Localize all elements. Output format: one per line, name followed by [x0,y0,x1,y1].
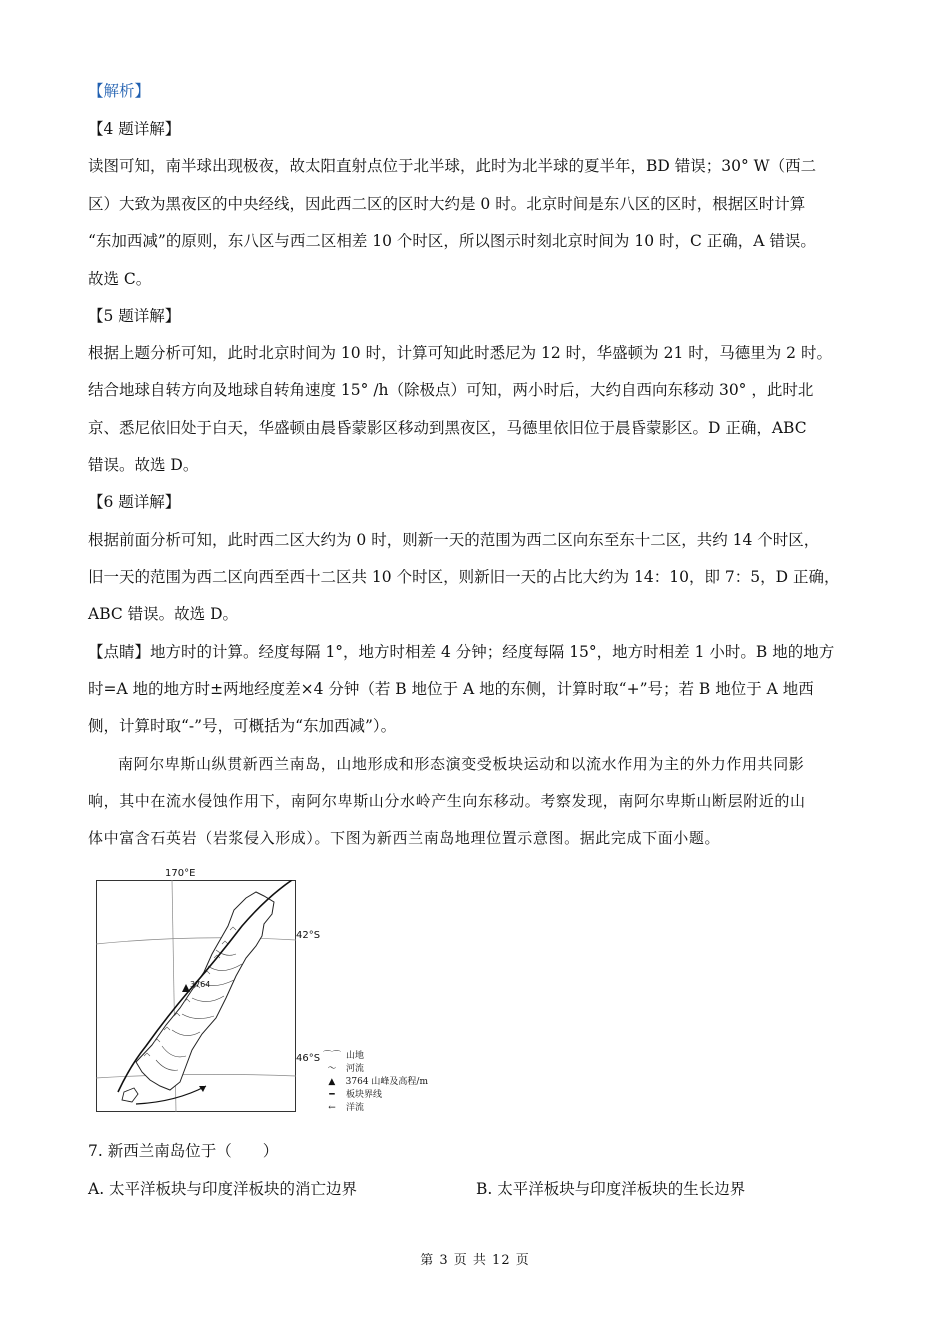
q5-line-4: 错误。故选 D。 [88,456,199,474]
longitude-label: 170°E [165,868,196,879]
question-7-option-a: A. 太平洋板块与印度洋板块的消亡边界 [88,1180,358,1198]
q6-line-1: 根据前面分析可知，此时西二区大约为 0 时，则新一天的范围为西二区向东至东十二区，共约 14 个时区， [88,531,820,549]
plate-line-icon: ━ [329,1090,335,1100]
q4-line-3: “东加西减”的原则，东八区与西二区相差 10 个时区，所以图示时刻北京时间为 10 时，C 正确，A 错误。 [88,232,816,250]
peak-legend-icon: ▲ [328,1077,336,1087]
q6-line-2: 旧一天的范围为西二区向西至西十二区共 10 个时区，则新旧一天的占比大约为 14：10，即 7：5，D 正确， [88,568,840,586]
latitude-46s-label: 46°S [296,1053,321,1064]
south-island-map [96,880,296,1112]
q6-heading: 【6 题详解】 [88,493,181,511]
tip-text-1: 地方时的计算。经度每隔 1°，地方时相差 4 分钟；经度每隔 15°，地方时相差 1 小时。B 地的地方 [150,643,835,661]
question-7-stem: 7. 新西兰南岛位于（ ） [88,1142,279,1160]
peak-elevation-label: 3764 [190,980,211,989]
legend-plate: ━ 板块界线 [318,1089,428,1102]
river-icon: ～ [327,1064,337,1074]
tip-line-2: 时=A 地的地方时±两地经度差×4 分钟（若 B 地位于 A 地的东侧，计算时取“+”号；若 B 地位于 A 地西 [88,680,814,698]
question-7-option-b: B. 太平洋板块与印度洋板块的生长边界 [476,1180,746,1198]
q5-line-3: 京、悉尼依旧处于白天，华盛顿由晨昏蒙影区移动到黑夜区，马德里依旧位于晨昏蒙影区。D 正确，ABC [88,419,807,437]
passage-line-2: 响，其中在流水侵蚀作用下，南阿尔卑斯山分水岭产生向东移动。考察发现，南阿尔卑斯山断层附近的山 [88,792,806,810]
mountain-icon: ⌒⌒ [322,1051,341,1061]
analysis-label: 【解析】 [88,82,151,100]
q4-line-4: 故选 C。 [88,270,152,288]
q5-heading: 【5 题详解】 [88,307,181,325]
passage-line-1: 南阿尔卑斯山纵贯新西兰南岛，山地形成和形态演变受板块运动和以流水作用为主的外力作用共同影 [118,755,805,773]
passage-line-3: 体中富含石英岩（岩浆侵入形成）。下图为新西兰南岛地理位置示意图。据此完成下面小题。 [88,829,721,847]
legend-current: ← 洋流 [318,1102,428,1115]
q4-line-2: 区）大致为黑夜区的中央经线，因此西二区的区时大约是 0 时。北京时间是东八区的区时，根据区时计算 [88,195,806,213]
legend-river: ～ 河流 [318,1063,428,1076]
latitude-42s-label: 42°S [296,930,321,941]
q4-heading: 【4 题详解】 [88,120,181,138]
map-legend [318,1050,428,1120]
q5-line-2: 结合地球自转方向及地球自转角速度 15° /h（除极点）可知，两小时后，大约自西向东移动 30° ，此时北 [88,381,814,399]
tip-label: 【点睛】 [88,643,151,661]
legend-mountain: ⌒⌒ 山地 [318,1050,428,1063]
legend-peak: ▲ 3764 山峰及高程/m [318,1076,428,1089]
tip-line-1 [88,641,834,663]
q4-line-1: 读图可知，南半球出现极夜，故太阳直射点位于北半球，此时为北半球的夏半年，BD 错误；30° W（西二 [88,157,817,175]
page-footer: 第 3 页 共 12 页 [420,1253,530,1268]
current-arrow-icon: ← [328,1103,336,1113]
q5-line-1: 根据上题分析可知，此时北京时间为 10 时，计算可知此时悉尼为 12 时，华盛顿为 21 时，马德里为 2 时。 [88,344,832,362]
q6-line-3: ABC 错误。故选 D。 [88,605,239,623]
tip-line-3: 侧，计算时取“-”号，可概括为“东加西减”）。 [88,717,397,735]
